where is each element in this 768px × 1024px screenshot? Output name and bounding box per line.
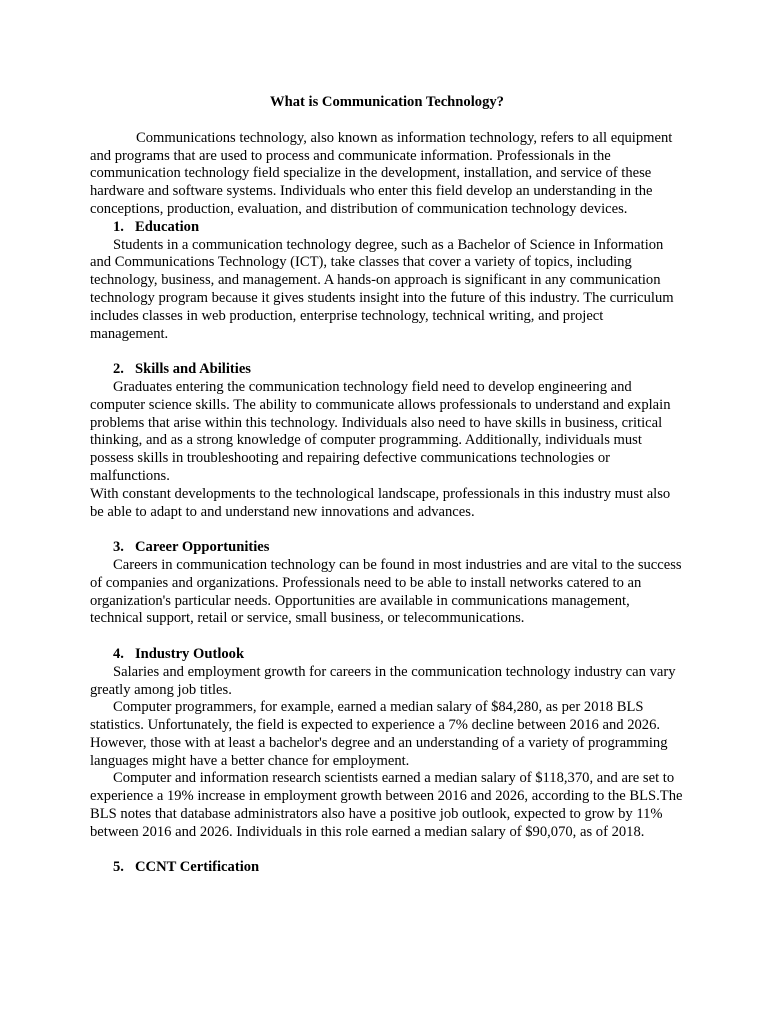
- education-paragraph: Students in a communication technology degree, such as a Bachelor of Science in Information and Communications Technology (ICT), take classes that cover a variety of topics, including technology, business, and management. A hands-on approach is significant in any communication technology program because it gives students insight into the future of this industry. The curriculum includes classes in web production, enterprise technology, technical writing, and project management.: [90, 236, 674, 342]
- section-number: 3.: [113, 539, 124, 556]
- section-title: Skills and Abilities: [135, 361, 251, 378]
- careers-paragraph: Careers in communication technology can be found in most industries and are vital to the success of companies and organizations. Professionals need to be able to install networks catered to an organization's particular needs. Opportunities are available in communications management, technical support, retail or service, small business, or telecommunications.: [90, 556, 682, 627]
- spacer: [90, 628, 684, 646]
- section-title: Industry Outlook: [135, 645, 245, 662]
- section-title: Education: [135, 218, 200, 235]
- section-number: 4.: [113, 645, 124, 662]
- outlook-paragraph-1: Salaries and employment growth for careers in the communication technology industry can vary greatly among job titles.: [90, 663, 676, 698]
- spacer: [90, 842, 684, 860]
- section-title: CCNT Certification: [135, 859, 260, 876]
- section-heading-skills: [90, 361, 684, 379]
- intro-paragraph: Communications technology, also known as information technology, refers to all equipment and programs that are used to process and communicate information. Professionals in the communication technology field specialize in the development, installation, and service of these hardware and software systems. Individuals who enter this field develop an understanding in the conceptions, production, evaluation, and distribution of communication technology devices.: [90, 129, 673, 217]
- section-heading-education: [90, 219, 684, 237]
- spacer: [90, 343, 684, 361]
- section-title: Career Opportunities: [135, 539, 270, 556]
- section-number: 1.: [113, 218, 124, 235]
- section-heading-careers: [90, 539, 684, 557]
- skills-paragraph: Graduates entering the communication technology field need to develop engineering and computer science skills. The ability to communicate allows professionals to understand and explain problems that arise within this technology. Individuals also need to have skills in business, critical thinking, and as a strong knowledge of computer programming. Additionally, individuals must possess skills in troubleshooting and repairing defective communications technologies or malfunctions.: [90, 378, 671, 484]
- section-heading-certification: [90, 859, 684, 877]
- skills-paragraph-2: With constant developments to the technological landscape, professionals in this industry must also be able to adapt to and understand new innovations and advances.: [90, 485, 671, 520]
- document-title: What is Communication Technology?: [270, 94, 504, 110]
- spacer: [90, 521, 684, 539]
- section-number: 5.: [113, 859, 124, 876]
- outlook-paragraph-2: Computer programmers, for example, earned a median salary of $84,280, as per 2018 BLS statistics. Unfortunately, the field is expected to experience a 7% decline between 2016 and 2026. However, those with at least a bachelor's degree and an understanding of a variety of programming languages might have a better chance for employment.: [90, 699, 668, 769]
- document-body: [90, 94, 684, 877]
- section-heading-outlook: [90, 646, 684, 664]
- outlook-paragraph-3: Computer and information research scientists earned a median salary of $118,370, and are set to experience a 19% increase in employment growth between 2016 and 2026, according to the BLS.The BLS notes that database administrators also have a positive job outlook, expected to grow by 11% between 2016 and 2026. Individuals in this role earned a median salary of $90,070, as of 2018.: [90, 770, 683, 840]
- section-number: 2.: [113, 361, 124, 378]
